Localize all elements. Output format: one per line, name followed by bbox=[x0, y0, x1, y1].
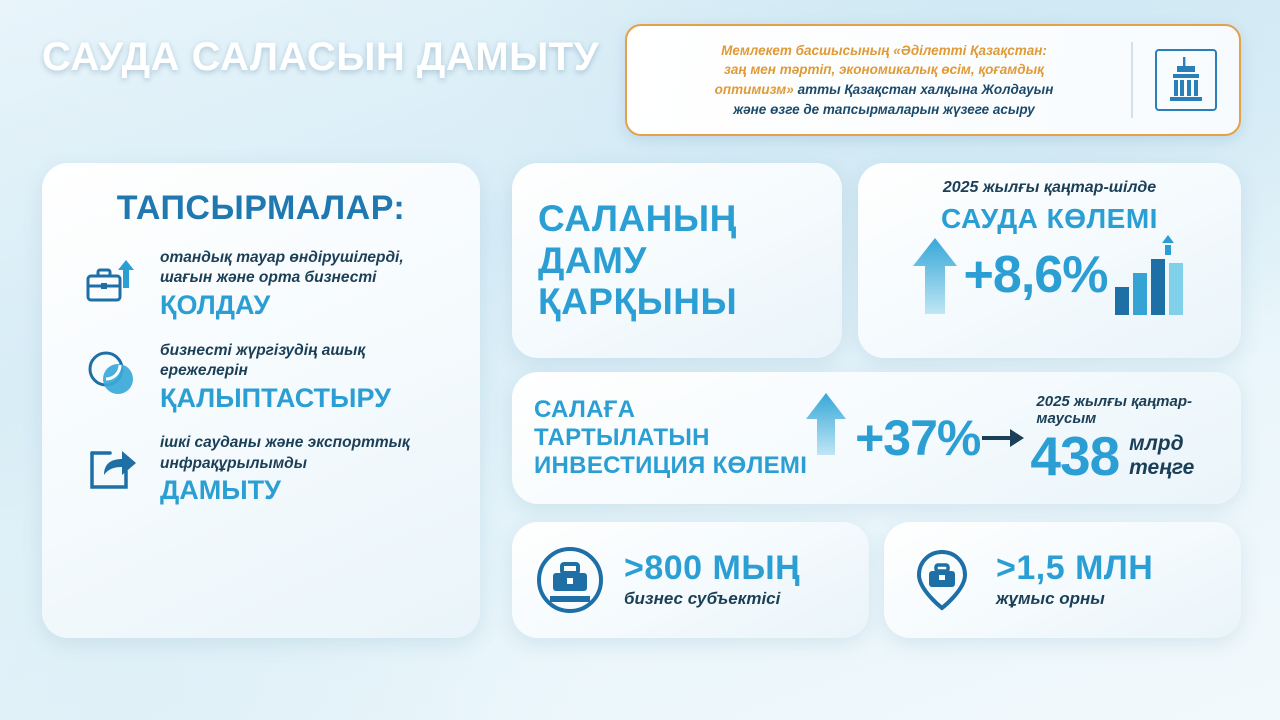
investment-number-row bbox=[1030, 424, 1219, 487]
briefcase-arrow-up-icon bbox=[82, 252, 144, 314]
task-item-form-rules bbox=[82, 339, 452, 414]
task-description: ішкі сауданы және экспорттық инфрақұрылымды bbox=[160, 434, 410, 472]
job-location-pin-icon bbox=[906, 544, 978, 616]
trade-volume-label: САУДА КӨЛЕМІ bbox=[941, 203, 1158, 234]
stat-text bbox=[624, 548, 801, 610]
task-text bbox=[160, 246, 410, 321]
stat-card-business-entities bbox=[512, 522, 869, 638]
presidential-address-banner bbox=[625, 24, 1241, 136]
banner-line-1: Мемлекет басшысының «Әділетті Қазақстан: bbox=[721, 42, 1047, 58]
banner-logo bbox=[1133, 49, 1239, 111]
share-export-icon bbox=[82, 437, 144, 499]
trade-volume-value: +8,6% bbox=[963, 246, 1108, 304]
trade-volume-row bbox=[876, 233, 1223, 317]
overlapping-circles-icon bbox=[82, 345, 144, 407]
investment-number: 438 bbox=[1030, 424, 1120, 487]
task-keyword: ҚАЛЫПТАСТЫРУ bbox=[160, 382, 391, 413]
task-text bbox=[160, 431, 410, 506]
up-arrow-icon bbox=[803, 391, 849, 457]
banner-line-3-dark: атты Қазақстан халқына Жолдауын bbox=[793, 82, 1054, 97]
tasks-card bbox=[42, 163, 480, 638]
right-arrow-icon bbox=[982, 427, 1024, 449]
investment-date: 2025 жылғы қаңтар-маусым bbox=[1036, 392, 1192, 427]
task-keyword: ДАМЫТУ bbox=[160, 475, 281, 506]
investment-percent: +37% bbox=[855, 410, 981, 466]
investment-unit: млрд теңге bbox=[1129, 431, 1195, 479]
business-entity-icon bbox=[534, 544, 606, 616]
task-item-support bbox=[82, 246, 452, 321]
tasks-title: ТАПСЫРМАЛАР: bbox=[116, 189, 406, 227]
government-building-icon bbox=[1155, 49, 1217, 111]
investment-card bbox=[512, 372, 1241, 504]
stat-text bbox=[996, 548, 1154, 610]
trade-volume-card bbox=[858, 163, 1241, 358]
banner-line-4: және өзге де тапсырмаларын жүзеге асыру bbox=[733, 101, 1035, 117]
banner-text bbox=[627, 33, 1131, 127]
task-item-develop bbox=[82, 431, 452, 506]
task-text bbox=[160, 339, 410, 414]
trade-volume-date: 2025 жылғы қаңтар-шілде bbox=[942, 179, 1157, 196]
growth-rate-title: САЛАНЫҢ ДАМУ ҚАРҚЫНЫ bbox=[538, 198, 738, 323]
banner-line-3-accent: оптимизм» bbox=[714, 82, 794, 97]
banner-line-2: заң мен тәртіп, экономикалық өсім, қоғамдық bbox=[724, 62, 1044, 78]
growth-rate-card bbox=[512, 163, 842, 358]
task-keyword: ҚОЛДАУ bbox=[160, 289, 271, 320]
investment-value-block bbox=[1030, 392, 1219, 487]
stat-subtitle: жұмыс орны bbox=[996, 589, 1105, 609]
stat-card-jobs bbox=[884, 522, 1241, 638]
task-description: отандық тауар өндірушілерді, шағын және орта бизнесті bbox=[160, 249, 404, 287]
page-title: САУДА САЛАСЫН ДАМЫТУ bbox=[42, 35, 600, 79]
investment-label: САЛАҒА ТАРТЫЛАТЫН ИНВЕСТИЦИЯ КӨЛЕМІ bbox=[534, 395, 808, 480]
up-arrow-icon bbox=[910, 234, 960, 316]
bar-chart-icon bbox=[1111, 233, 1189, 317]
task-description: бизнесті жүргізудің ашық ережелерін bbox=[160, 341, 366, 380]
stat-value: >1,5 МЛН bbox=[996, 548, 1154, 587]
stat-value: >800 МЫҢ bbox=[624, 548, 801, 587]
stat-subtitle: бизнес субъектісі bbox=[624, 589, 781, 609]
